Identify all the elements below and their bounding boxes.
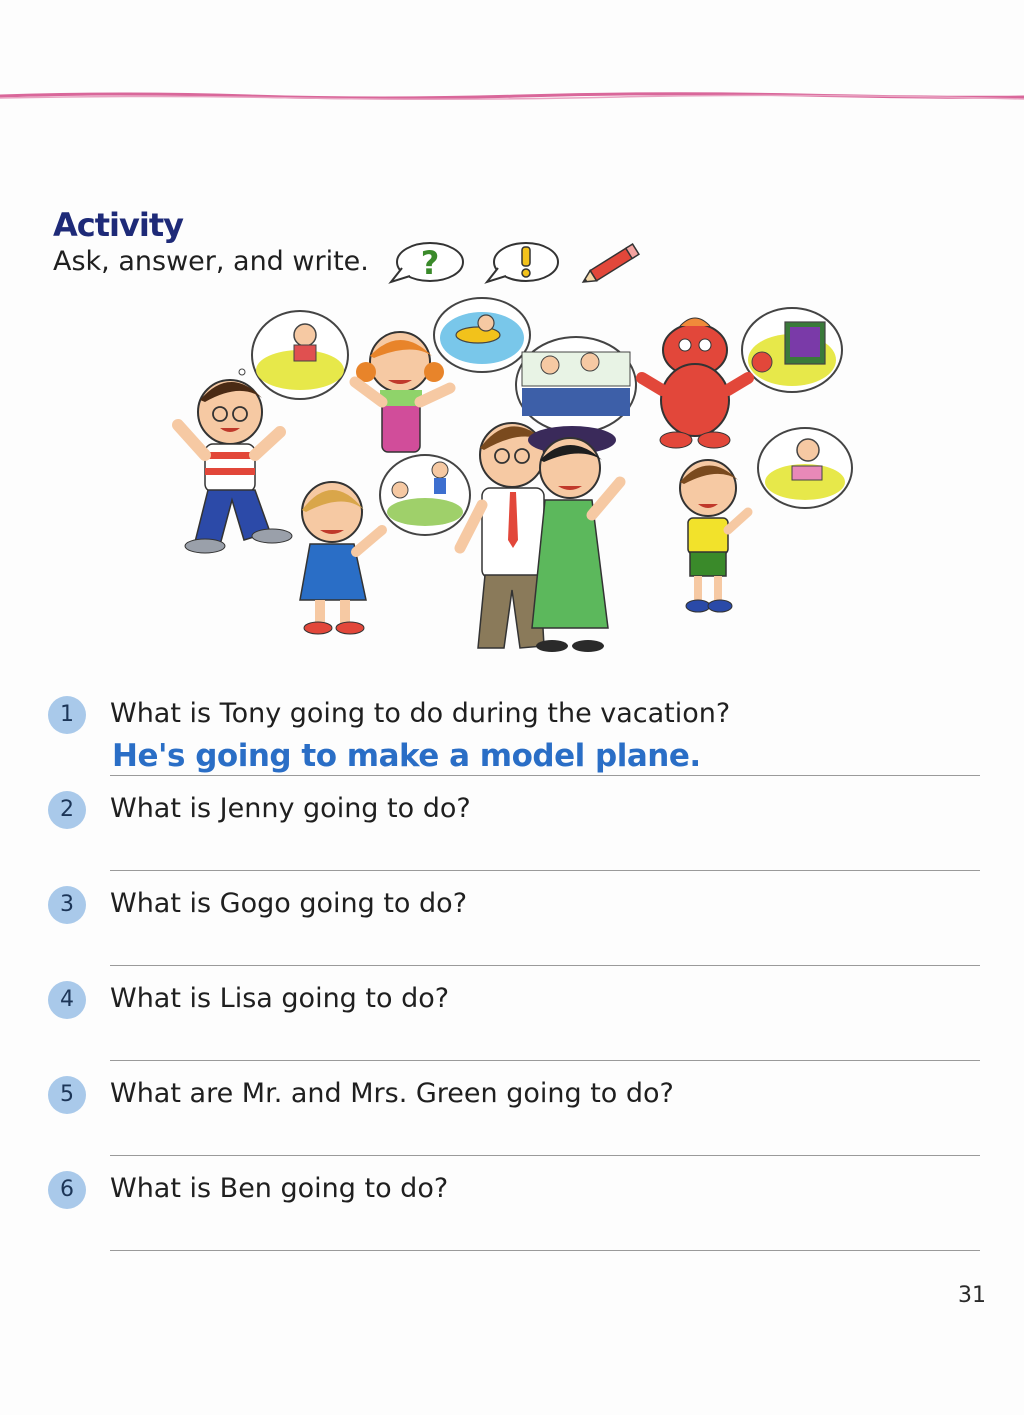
tony-character bbox=[178, 380, 292, 553]
answer-line-6[interactable] bbox=[110, 1250, 980, 1251]
svg-text:?: ? bbox=[420, 244, 440, 282]
answer-line-5[interactable] bbox=[110, 1155, 980, 1156]
question-number-badge: 3 bbox=[48, 886, 86, 924]
question-text: What is Gogo going to do? bbox=[110, 888, 468, 919]
jenny-thought-bubble-swimming bbox=[434, 298, 530, 372]
question-number-badge: 5 bbox=[48, 1076, 86, 1114]
ben-thought-bubble-reading bbox=[758, 428, 852, 508]
question-text: What is Tony going to do during the vacation? bbox=[110, 698, 731, 729]
question-number-badge: 6 bbox=[48, 1171, 86, 1209]
top-decorative-rule bbox=[0, 86, 1024, 106]
question-text: What are Mr. and Mrs. Green going to do? bbox=[110, 1078, 674, 1109]
mrs-green-character bbox=[528, 426, 620, 652]
question-number-badge: 4 bbox=[48, 981, 86, 1019]
answer-line-3[interactable] bbox=[110, 965, 980, 966]
lisa-character bbox=[300, 482, 382, 634]
gogo-character bbox=[642, 318, 748, 448]
ben-character bbox=[680, 460, 748, 612]
answer-line-4[interactable] bbox=[110, 1060, 980, 1061]
page-number: 31 bbox=[958, 1283, 986, 1308]
family-vacation-plans-illustration bbox=[160, 290, 860, 670]
question-text: What is Jenny going to do? bbox=[110, 793, 471, 824]
answer-line-1[interactable] bbox=[110, 775, 980, 776]
greens-thought-bubble-movie bbox=[516, 337, 636, 433]
answer-line-2[interactable] bbox=[110, 870, 980, 871]
pencil-icon bbox=[576, 240, 648, 288]
question-number-badge: 1 bbox=[48, 696, 86, 734]
example-answer-text: He's going to make a model plane. bbox=[112, 738, 701, 774]
activity-title: Activity bbox=[53, 206, 183, 244]
activity-instruction: Ask, answer, and write. bbox=[53, 246, 369, 277]
jenny-character bbox=[355, 332, 450, 452]
question-number-badge: 2 bbox=[48, 791, 86, 829]
lisa-thought-bubble-playground bbox=[380, 455, 470, 535]
exclamation-speech-bubble-icon bbox=[484, 238, 564, 286]
question-text: What is Lisa going to do? bbox=[110, 983, 450, 1014]
question-speech-bubble-icon bbox=[388, 238, 468, 286]
question-text: What is Ben going to do? bbox=[110, 1173, 449, 1204]
gogo-thought-bubble-tv bbox=[742, 308, 842, 392]
